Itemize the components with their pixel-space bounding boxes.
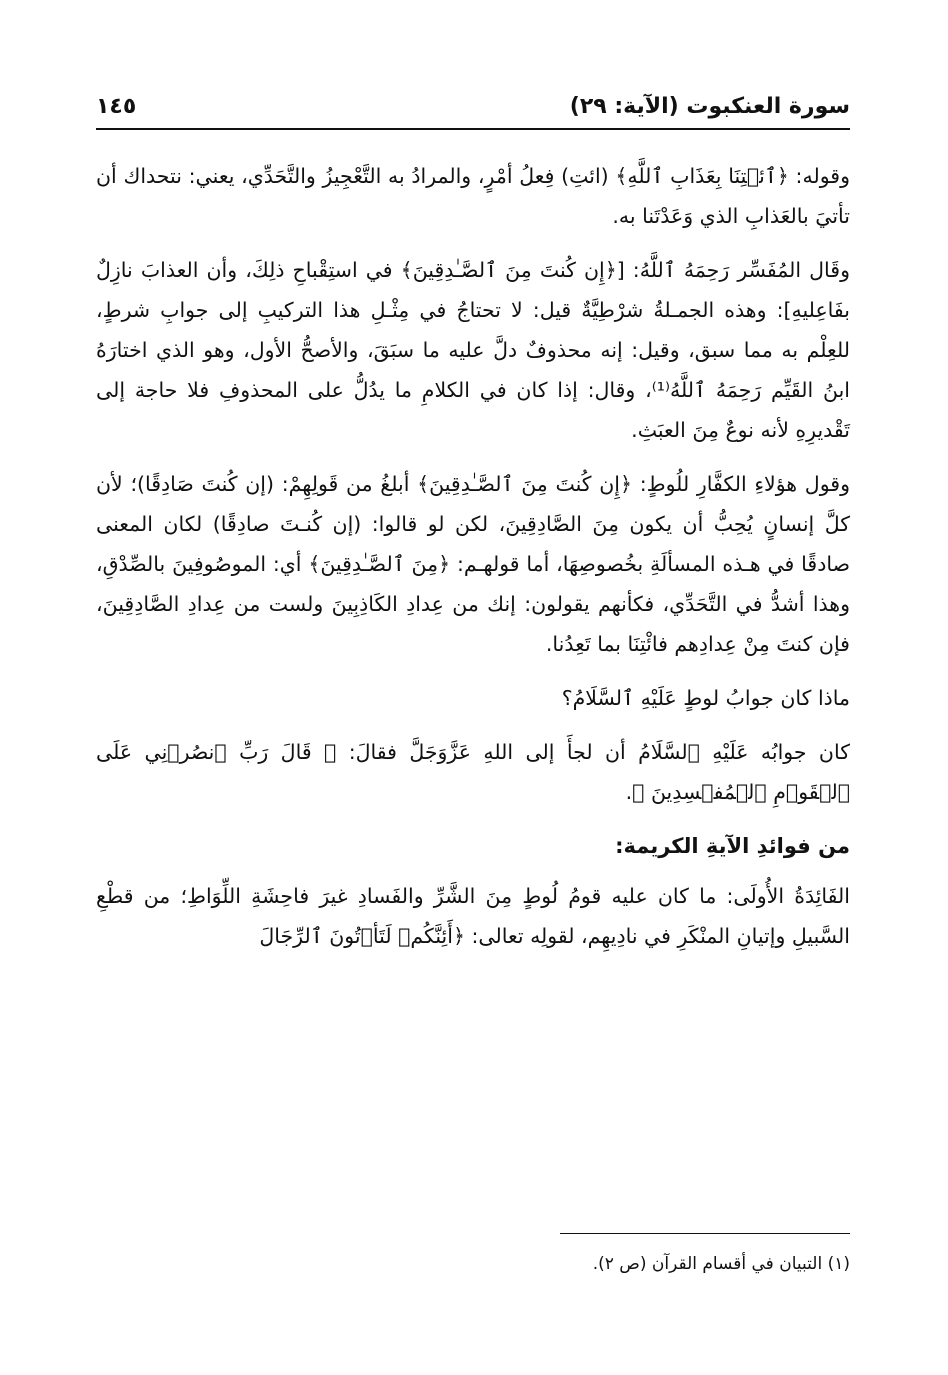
- paragraph: وقَال المُفَسِّر رَحِمَهُ ٱللَّهُ: [﴿إِن كُنتَ مِنَ ٱلصَّـٰدِقِينَ﴾ في استِقْباحِ ذلِكَ، وأن العذابَ نازِلٌ بفَاعِليهِ]: وهذه الجمـلةُ شرْطِيَّةٌ قيل: لا تحتاجُ في مِثْـلِ هذا التركيبِ إلى جوابِ شرطٍ، للعِلْم به مما سبق، وقيل: إنه محذوفٌ دلَّ عليه ما سبَقَ، والأصحُّ الأول، وهو الذي اختارَهُ ابنُ القَيِّم رَحِمَهُ ٱللَّهُ⁽¹⁾، وقال: إذا كان في الكلامِ ما يدُلُّ على المحذوفِ فلا حاجة إلى تَقْديرِهِ لأنه نوعٌ مِنَ العبَثِ.: [96, 258, 850, 442]
- page-body: [96, 156, 850, 970]
- question-paragraph: ماذا كان جوابُ لوطٍ عَلَيْهِ ٱلسَّلَامُ؟: [561, 686, 850, 710]
- paragraph: الفَائِدَةُ الأُولَى: ما كان عليه قومُ لُوطٍ مِنَ الشَّرِّ والفَسادِ غيرَ فاحِشَةِ اللِّوَاطِ؛ من قطْعِ السَّبيلِ وإتيانِ المنْكَرِ في نادِيهِم، لقولِه تعالى: ﴿أَئِنَّكُمۡ لَتَأۡتُونَ ٱلرِّجَالَ: [96, 884, 850, 948]
- section-heading: من فوائدِ الآيةِ الكريمة:: [615, 834, 850, 858]
- answer-paragraph: كان جوابُه عَلَيْهِ ٱلسَّلَامُ أن لجأَ إلى اللهِ عَزَّوَجَلَّ فقالَ: ﴿ قَالَ رَبِّ ٱنصُرۡنِي عَلَى ٱلۡقَوۡمِ ٱلۡمُفۡسِدِينَ ﴾.: [96, 740, 850, 804]
- footnote-divider: [560, 1233, 850, 1234]
- header-divider: [96, 128, 850, 130]
- footnote: (١) التبيان في أقسام القرآن (ص ٢).: [592, 1254, 850, 1274]
- paragraph: وقوله: ﴿ٱئۡتِنَا بِعَذَابِ ٱللَّهِ﴾ (ائتِ) فِعلُ أمْرٍ، والمرادُ به التَّعْجِيزُ والتَّحَدِّي، يعني: نتحداك أن تأتيَ بالعَذابِ الذي وَعَدْتَنا به.: [96, 164, 850, 228]
- page-number: ١٤٥: [96, 94, 137, 119]
- paragraph: وقول هؤلاءِ الكفَّارِ للُوطٍ: ﴿إِن كُنتَ مِنَ ٱلصَّـٰدِقِينَ﴾ أبلغُ من قَولِهِمْ: (إن كُنتَ صَادِقًا)؛ لأن كلَّ إنسانٍ يُحِبُّ أن يكون مِنَ الصَّادِقِينَ، لكن لو قالوا: (إن كُنـتَ صادِقًا) لكان المعنى صادقًا في هـذه المسألَةِ بخُصوصِهَا، أما قولهـم: ﴿مِنَ ٱلصَّـٰدِقِينَ﴾ أي: الموصُوفِينَ بالصِّدْقِ، وهذا أشدُّ في التَّحَدِّي، فكأنهم يقولون: إنك من عِدادِ الكَاذِبِينَ ولست من عِدادِ الصَّادِقِينَ، فإن كنتَ مِنْ عِدادِهم فائْتِنَا بما تَعِدُنا.: [96, 472, 850, 656]
- running-head: سورة العنكبوت (الآية: ٢٩): [569, 94, 850, 119]
- book-page: [96, 88, 850, 1328]
- page-header: [96, 88, 850, 128]
